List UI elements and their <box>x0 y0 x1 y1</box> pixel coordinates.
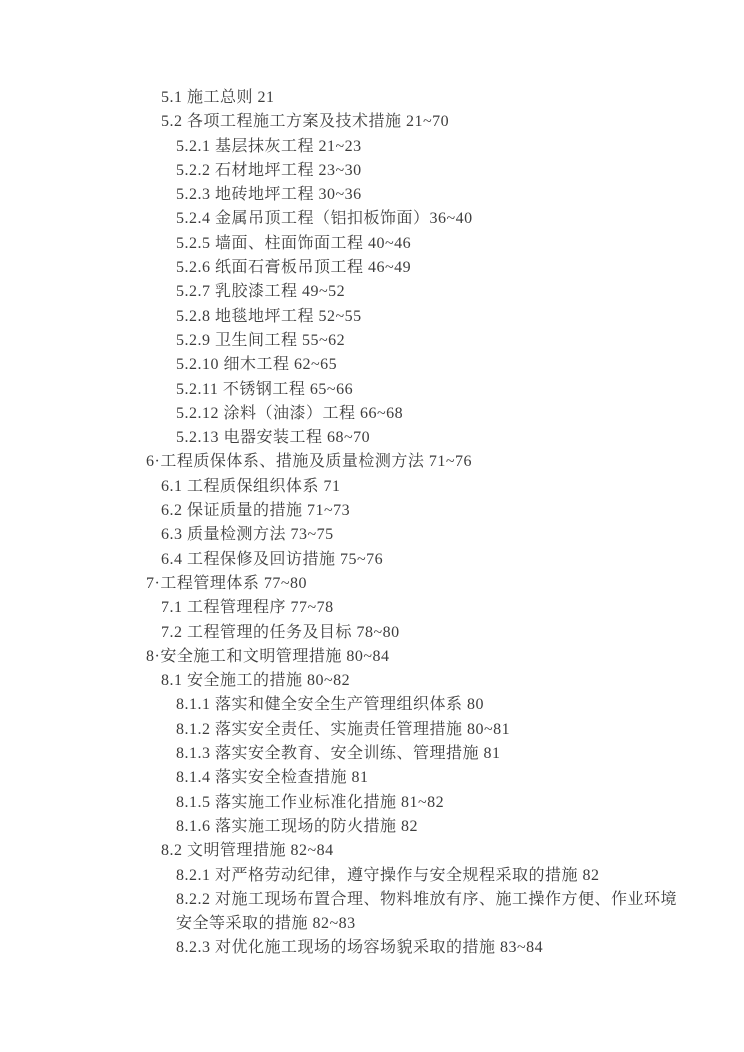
toc-entry: 6.4 工程保修及回访措施 75~76 <box>161 550 384 568</box>
toc-entry: 8.1.4 落实安全检查措施 81 <box>176 769 369 787</box>
toc-entry: 8.2.3 对优化施工现场的场容场貌采取的措施 83~84 <box>176 939 544 957</box>
toc-entry: 6.3 质量检测方法 73~75 <box>161 526 334 544</box>
toc-entry: 8·安全施工和文明管理措施 80~84 <box>146 647 390 665</box>
toc-entry: 5.1 施工总则 21 <box>161 89 275 106</box>
toc-entry: 8.2 文明管理措施 82~84 <box>161 842 334 860</box>
toc-entry: 5.2.2 石材地坪工程 23~30 <box>176 161 362 179</box>
toc-entry: 8.2.2 对施工现场布置合理、物料堆放有序、施工操作方便、作业环境 <box>176 890 678 908</box>
toc-entry: 7.2 工程管理的任务及目标 78~80 <box>161 623 400 641</box>
toc-entry: 8.1 安全施工的措施 80~82 <box>161 672 351 690</box>
toc-entry: 5.2 各项工程施工方案及技术措施 21~70 <box>161 113 450 131</box>
table-of-contents <box>146 86 686 961</box>
toc-entry: 8.2.1 对严格劳动纪律，遵守操作与安全规程采取的措施 82 <box>176 866 600 884</box>
toc-entry: 5.2.13 电器安装工程 68~70 <box>176 429 371 447</box>
toc-entry: 5.2.4 金属吊顶工程（铝扣板饰面）36~40 <box>176 210 473 228</box>
toc-entry: 8.1.2 落实安全责任、实施责任管理措施 80~81 <box>176 720 511 738</box>
toc-entry: 5.2.6 纸面石膏板吊顶工程 46~49 <box>176 259 412 277</box>
toc-entry: 5.2.8 地毯地坪工程 52~55 <box>176 307 362 325</box>
toc-entry: 5.2.10 细木工程 62~65 <box>176 356 338 374</box>
toc-entry: 5.2.3 地砖地坪工程 30~36 <box>176 186 362 204</box>
toc-entry-continuation: 安全等采取的措施 82~83 <box>176 915 356 933</box>
toc-entry: 8.1.1 落实和健全安全生产管理组织体系 80 <box>176 696 485 714</box>
toc-entry: 8.1.5 落实施工作业标准化措施 81~82 <box>176 793 445 811</box>
toc-entry: 5.2.1 基层抹灰工程 21~23 <box>176 137 362 155</box>
toc-entry: 6.2 保证质量的措施 71~73 <box>161 502 351 520</box>
toc-entry: 7·工程管理体系 77~80 <box>146 574 307 592</box>
toc-entry: 5.2.7 乳胶漆工程 49~52 <box>176 283 346 301</box>
toc-entry: 6·工程质保体系、措施及质量检测方法 71~76 <box>146 453 472 471</box>
toc-entry: 5.2.9 卫生间工程 55~62 <box>176 331 346 349</box>
toc-entry: 8.1.3 落实安全教育、安全训练、管理措施 81 <box>176 745 501 763</box>
toc-entry: 5.2.11 不锈钢工程 65~66 <box>176 380 354 398</box>
toc-entry: 5.2.12 涂料（油漆）工程 66~68 <box>176 404 404 422</box>
toc-entry: 7.1 工程管理程序 77~78 <box>161 599 334 617</box>
toc-entry: 6.1 工程质保组织体系 71 <box>161 477 341 495</box>
toc-entry: 8.1.6 落实施工现场的防火措施 82 <box>176 817 419 835</box>
toc-entry: 5.2.5 墙面、柱面饰面工程 40~46 <box>176 234 412 252</box>
